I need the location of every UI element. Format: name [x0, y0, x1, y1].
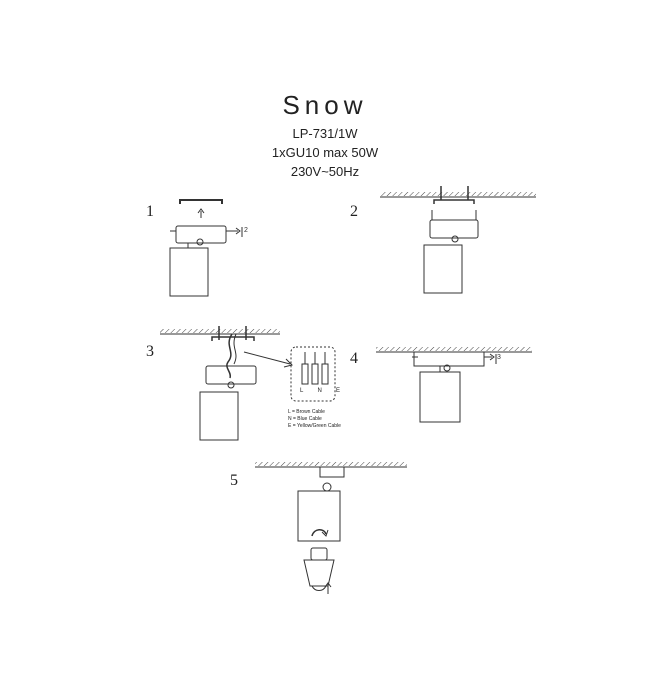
- legend-blue: N = Blue Cable: [288, 416, 322, 422]
- step-1-illustration: [170, 200, 248, 296]
- product-title: Snow: [282, 90, 368, 120]
- svg-text:2: 2: [244, 227, 248, 234]
- svg-text:3: 3: [497, 354, 501, 361]
- wiring-legend: [288, 409, 341, 430]
- bulb-spec: 1xGU10 max 50W: [271, 145, 379, 160]
- model-number: LP-731/1W: [292, 126, 358, 141]
- terminal-e: E: [335, 388, 340, 394]
- step-number-2: 2: [350, 203, 358, 220]
- step-2-illustration: [380, 186, 536, 293]
- legend-yellow-green: E = Yellow/Green Cable: [288, 423, 341, 429]
- legend-brown: L = Brown Cable: [288, 409, 325, 415]
- step-number-1: 1: [146, 203, 154, 220]
- voltage-spec: 230V~50Hz: [290, 164, 360, 179]
- step-5-illustration: [255, 462, 407, 594]
- terminal-labels: [300, 388, 340, 394]
- step-4-illustration: [376, 347, 532, 422]
- step-number-3: 3: [146, 343, 154, 360]
- step-number-5: 5: [230, 472, 238, 489]
- terminal-n: N: [317, 388, 322, 394]
- terminal-l: L: [300, 388, 304, 394]
- step-number-4: 4: [350, 350, 358, 367]
